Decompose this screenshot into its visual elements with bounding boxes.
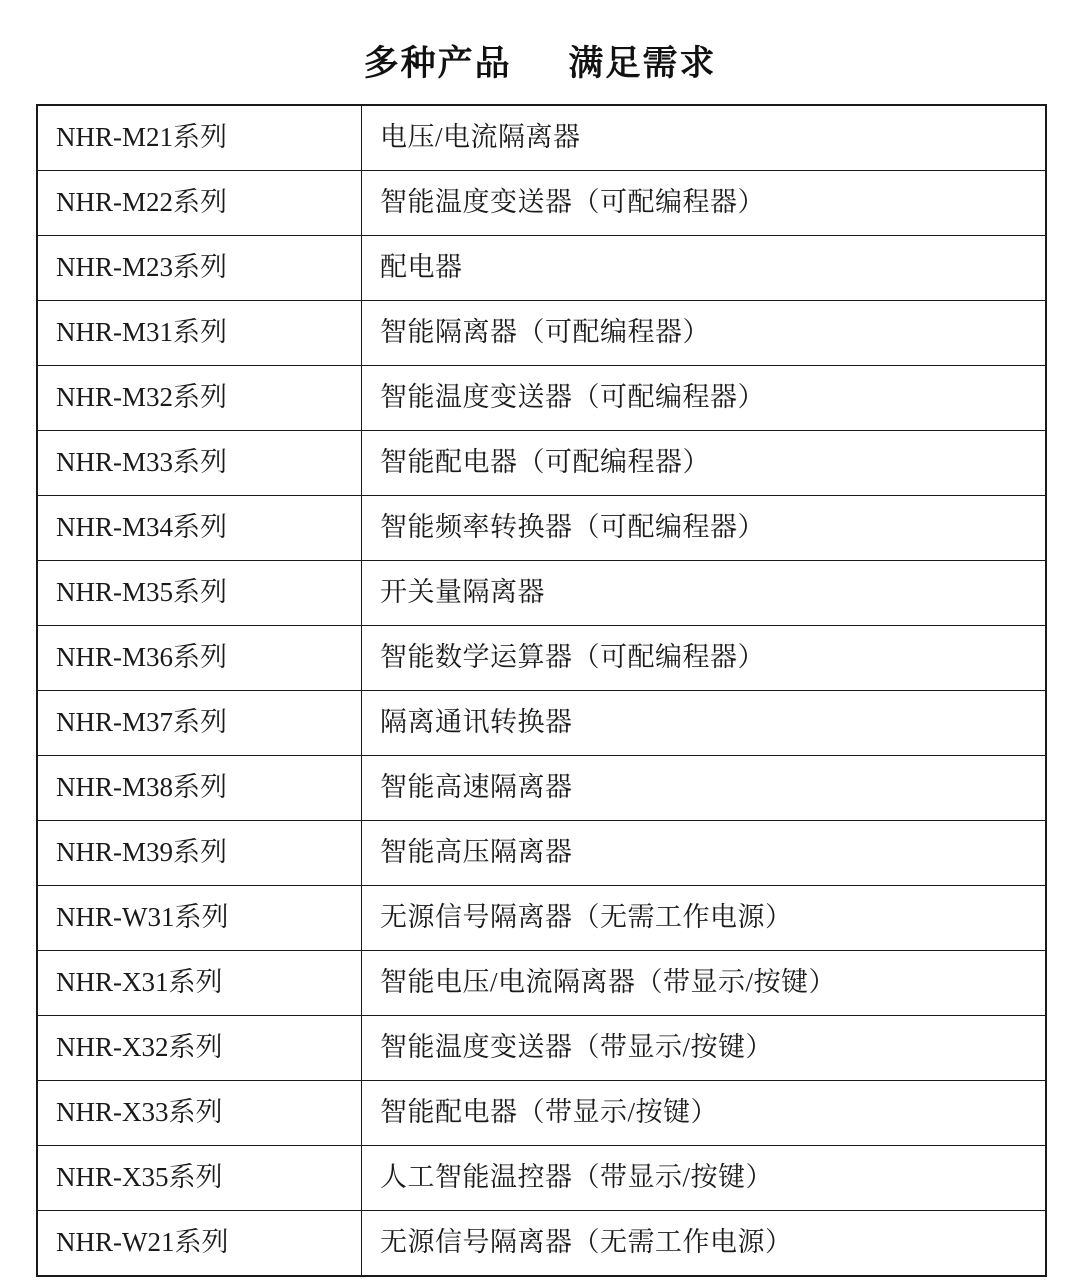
product-model-cell: NHR-X33系列: [37, 1081, 362, 1146]
product-model-cell: NHR-X35系列: [37, 1146, 362, 1211]
product-description-cell: 智能温度变送器（可配编程器）: [362, 171, 1047, 236]
table-row: [37, 366, 1046, 431]
table-row: [37, 951, 1046, 1016]
product-description-cell: 智能高速隔离器: [362, 756, 1047, 821]
product-model-cell: NHR-M31系列: [37, 301, 362, 366]
product-description-cell: 智能温度变送器（带显示/按键）: [362, 1016, 1047, 1081]
table-row: [37, 821, 1046, 886]
product-description-cell: 配电器: [362, 236, 1047, 301]
product-description-cell: 智能配电器（带显示/按键）: [362, 1081, 1047, 1146]
table-row: [37, 691, 1046, 756]
product-description-cell: 隔离通讯转换器: [362, 691, 1047, 756]
product-description-cell: 电压/电流隔离器: [362, 105, 1047, 171]
table-row: [37, 171, 1046, 236]
product-description-cell: 智能配电器（可配编程器）: [362, 431, 1047, 496]
table-row: [37, 886, 1046, 951]
product-description-cell: 无源信号隔离器（无需工作电源）: [362, 886, 1047, 951]
table-row: [37, 236, 1046, 301]
product-description-cell: 无源信号隔离器（无需工作电源）: [362, 1211, 1047, 1277]
page-title: 多种产品 满足需求: [363, 44, 717, 84]
product-description-cell: 智能隔离器（可配编程器）: [362, 301, 1047, 366]
table-row: [37, 1211, 1046, 1277]
table-row: [37, 105, 1046, 171]
table-row: [37, 496, 1046, 561]
product-description-cell: 智能数学运算器（可配编程器）: [362, 626, 1047, 691]
product-model-cell: NHR-X31系列: [37, 951, 362, 1016]
product-model-cell: NHR-M34系列: [37, 496, 362, 561]
product-description-cell: 智能电压/电流隔离器（带显示/按键）: [362, 951, 1047, 1016]
product-model-cell: NHR-M23系列: [37, 236, 362, 301]
product-model-cell: NHR-M32系列: [37, 366, 362, 431]
table-row: [37, 626, 1046, 691]
product-model-cell: NHR-M39系列: [37, 821, 362, 886]
table-row: [37, 561, 1046, 626]
product-model-cell: NHR-M33系列: [37, 431, 362, 496]
product-model-cell: NHR-M37系列: [37, 691, 362, 756]
product-model-cell: NHR-M38系列: [37, 756, 362, 821]
table-row: [37, 756, 1046, 821]
product-model-cell: NHR-M35系列: [37, 561, 362, 626]
table-row: [37, 1146, 1046, 1211]
product-description-cell: 智能温度变送器（可配编程器）: [362, 366, 1047, 431]
table-row: [37, 301, 1046, 366]
product-model-cell: NHR-W21系列: [37, 1211, 362, 1277]
product-description-cell: 开关量隔离器: [362, 561, 1047, 626]
product-model-cell: NHR-M22系列: [37, 171, 362, 236]
product-model-cell: NHR-W31系列: [37, 886, 362, 951]
product-table-container: [0, 104, 1080, 1277]
product-table-body: [37, 105, 1046, 1276]
product-table: [36, 104, 1047, 1277]
product-description-cell: 智能高压隔离器: [362, 821, 1047, 886]
product-description-cell: 人工智能温控器（带显示/按键）: [362, 1146, 1047, 1211]
table-row: [37, 1016, 1046, 1081]
product-model-cell: NHR-M36系列: [37, 626, 362, 691]
table-row: [37, 1081, 1046, 1146]
product-model-cell: NHR-X32系列: [37, 1016, 362, 1081]
product-description-cell: 智能频率转换器（可配编程器）: [362, 496, 1047, 561]
table-row: [37, 431, 1046, 496]
product-model-cell: NHR-M21系列: [37, 105, 362, 171]
